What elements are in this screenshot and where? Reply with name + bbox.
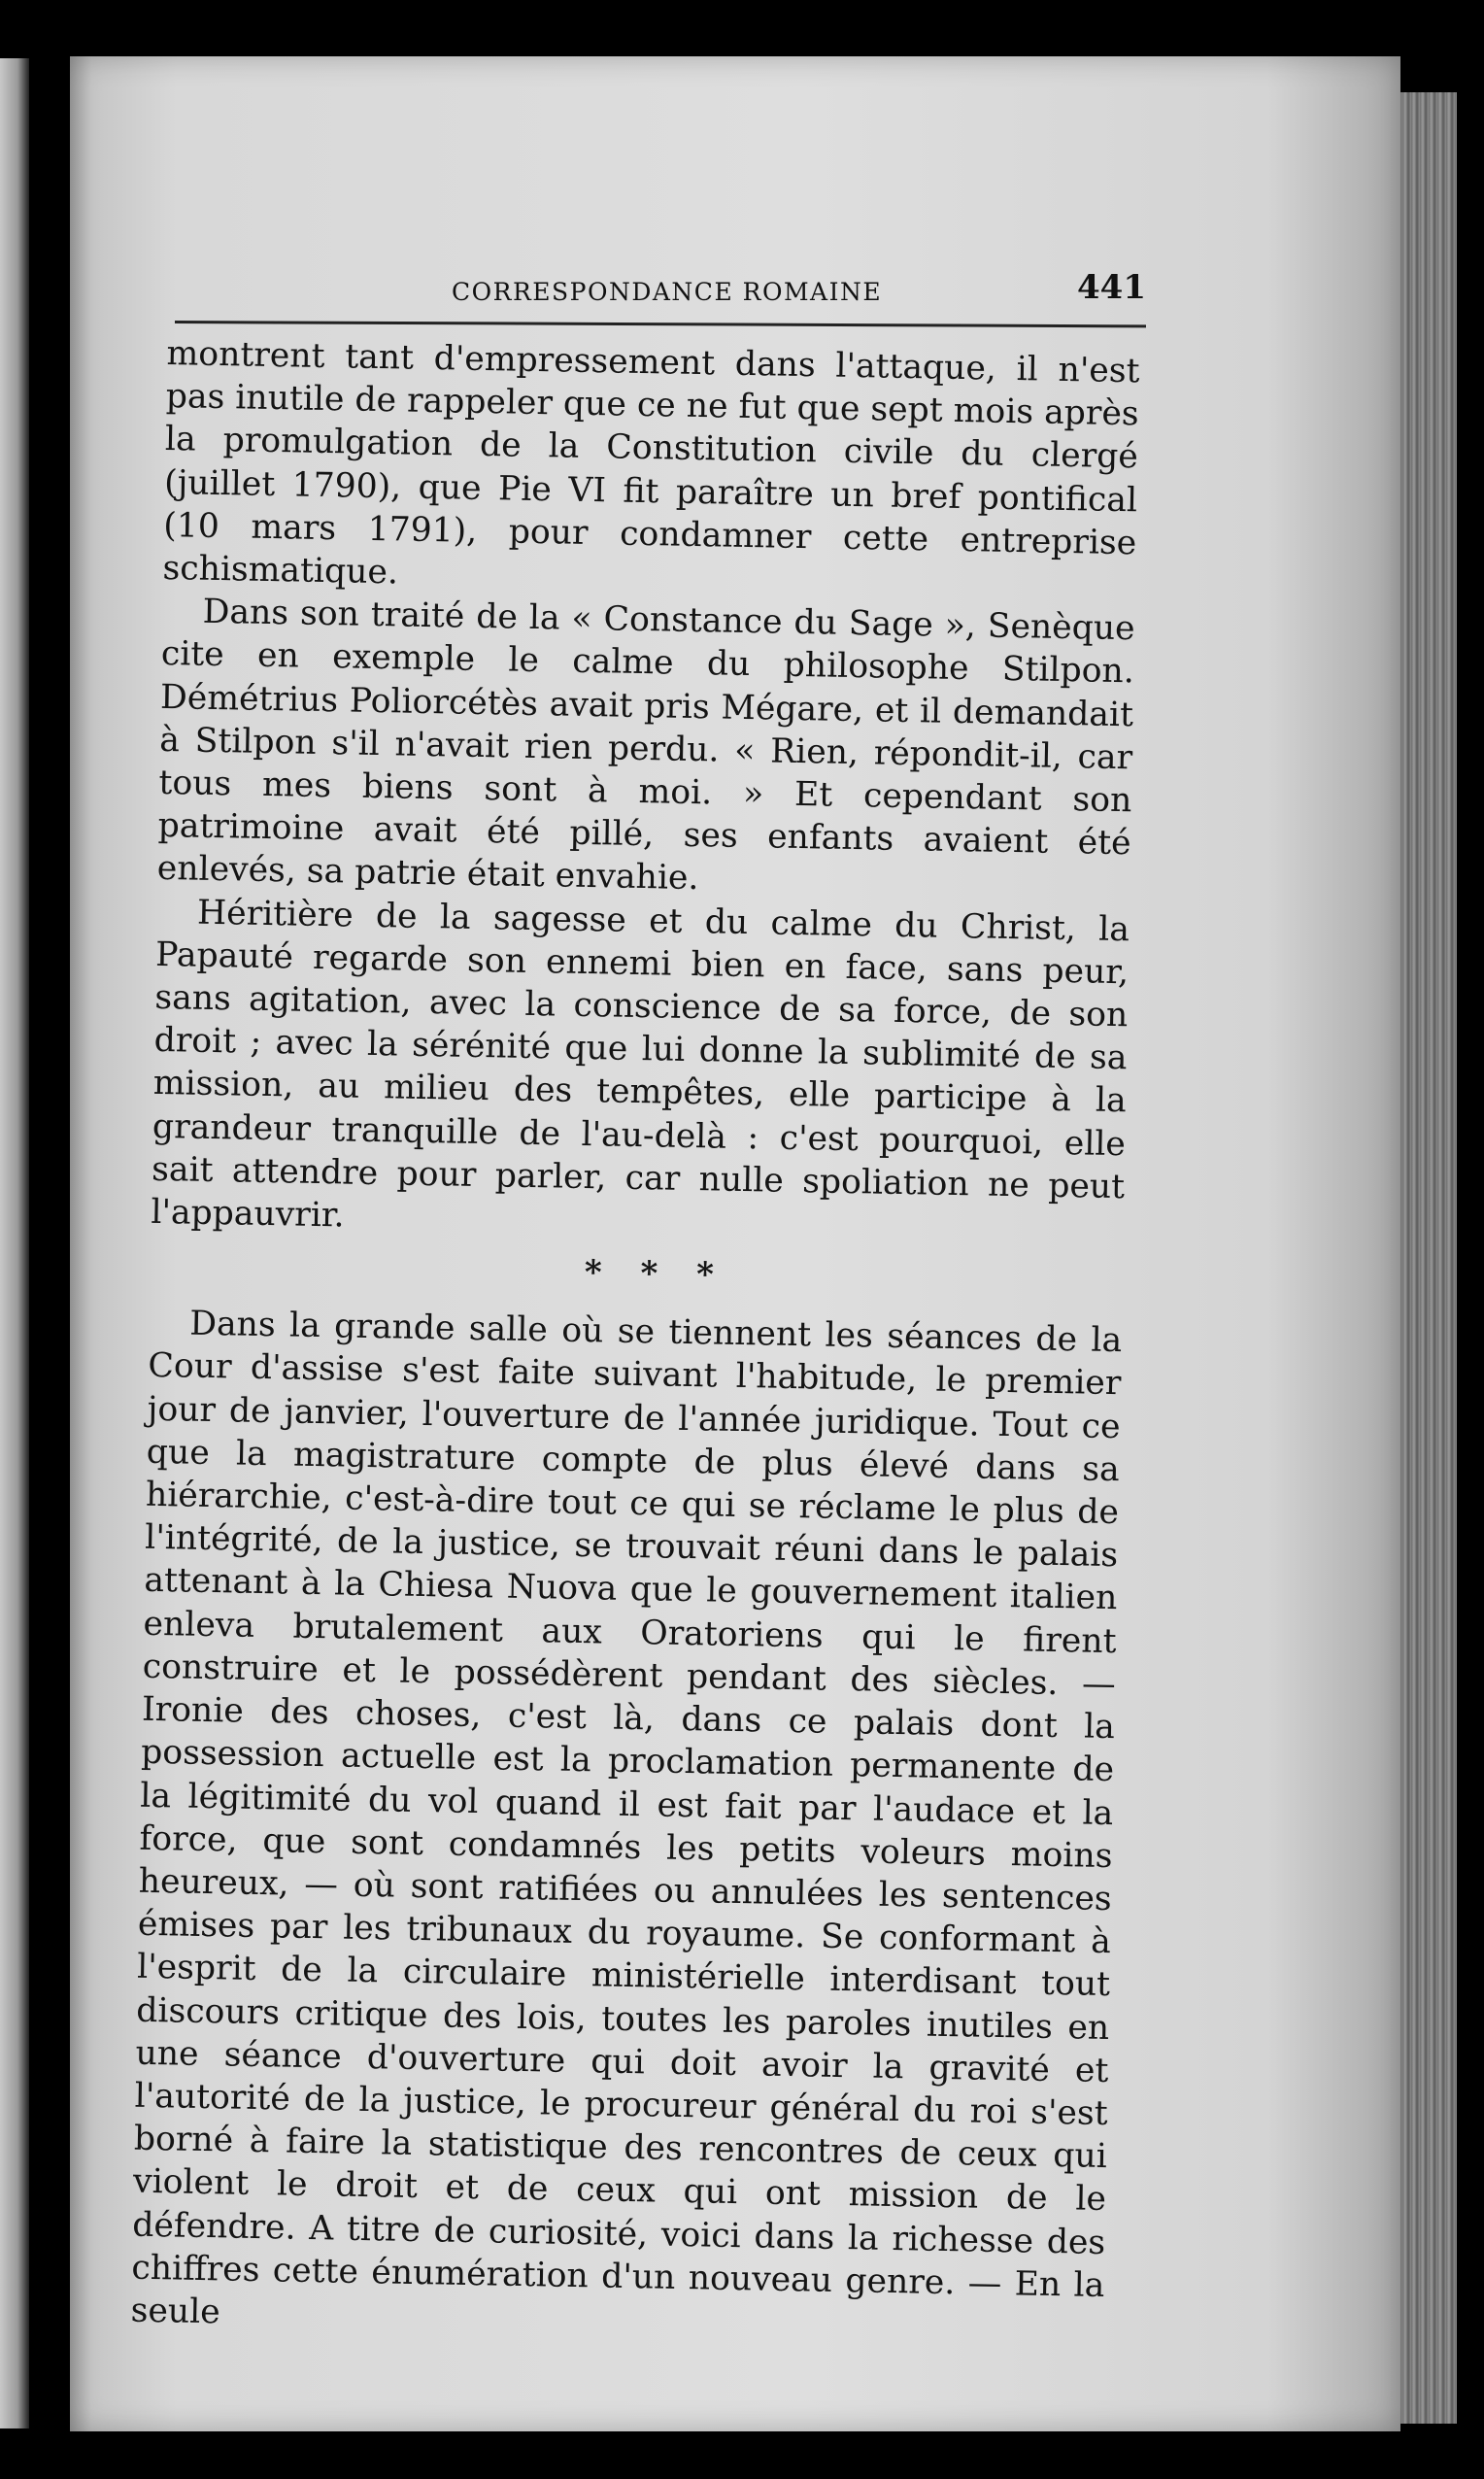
scan-border <box>1457 0 1484 2479</box>
running-head: CORRESPONDANCE ROMAINE <box>452 278 883 306</box>
page-stack-edge <box>1394 92 1462 2424</box>
page-number: 441 <box>1077 268 1146 307</box>
section-asterism: * * * <box>584 1253 728 1295</box>
facing-page-edge <box>0 58 29 2428</box>
page-body <box>130 332 1140 2350</box>
paragraph-papacy: Héritière de la sagesse et du calme du Christ, la Papauté regarde son ennemi bien en face, sans peur, sans agitation, avec la conscience de sa force, de son droit ; avec la sérénité que lui donne la sublimité de sa mission, au milieu des tempêtes, elle participe à la grandeur tranquille de l'au-delà : c'est pourquoi, elle sait attendre pour parler, car nulle spoliation ne peut l'appauvrir. <box>151 893 1130 1236</box>
paragraph-court: Dans la grande salle où se tiennent les séances de la Cour d'assise s'est faite suivant l'habitude, le premier jour de janvier, l'ouverture de l'année juridique. Tout ce que la magistrature compte de plus élevé dans sa hiérarchie, c'est-à-dire tout ce qui se réclame le plus de l'intégrité, de la justice, se trouvait réuni dans le palais attenant à la Chiesa Nuova que le gouvernement italien enleva brutalement aux Oratoriens qui le firent construire et le possédèrent pendant des siècles. — Ironie des choses, c'est là, dans ce palais dont la possession actuelle est la proclamation permanente de la légitimité du vol quand il est fait par l'audace et la force, que sont condamnés les petits voleurs moins heureux, — où sont ratifiées ou annulées les sentences émises par les tribunaux du royaume. Se conformant à l'esprit de la circulaire ministérielle interdisant tout discours critique des lois, toutes les paroles inutiles en une séance d'ouverture qui doit avoir la gravité et l'autorité de la justice, le procureur général du roi s'est borné à faire la statistique des rencontres de ceux qui violent le droit et de ceux qui ont mission de le défendre. A titre de curiosité, voici dans la richesse des chiffres cette énumération d'un nouveau genre. — En la seule <box>130 1304 1123 2332</box>
paragraph-seneca: Dans son traité de la « Constance du Sage », Senèque cite en exemple le calme du philosophe Stilpon. Démétrius Poliorcétès avait pris Mégare, et il demandait à Stilpon s'il n'avait rien perdu. « Rien, répondit-il, car tous mes biens sont à moi. » Et cependant son patrimoine avait été pillé, ses enfants avaient été enlevés, sa patrie était envahie. <box>156 592 1135 899</box>
paragraph-continued: montrent tant d'empressement dans l'attaque, il n'est pas inutile de rappeler que ce ne fut que sept mois après la promulgation de la Constitution civile du clergé (juillet 1790), que Pie VI fit paraître un bref pontifical (10 mars 1791), pour condamner cette entreprise schismatique. <box>162 333 1140 593</box>
page-header <box>175 268 1146 326</box>
